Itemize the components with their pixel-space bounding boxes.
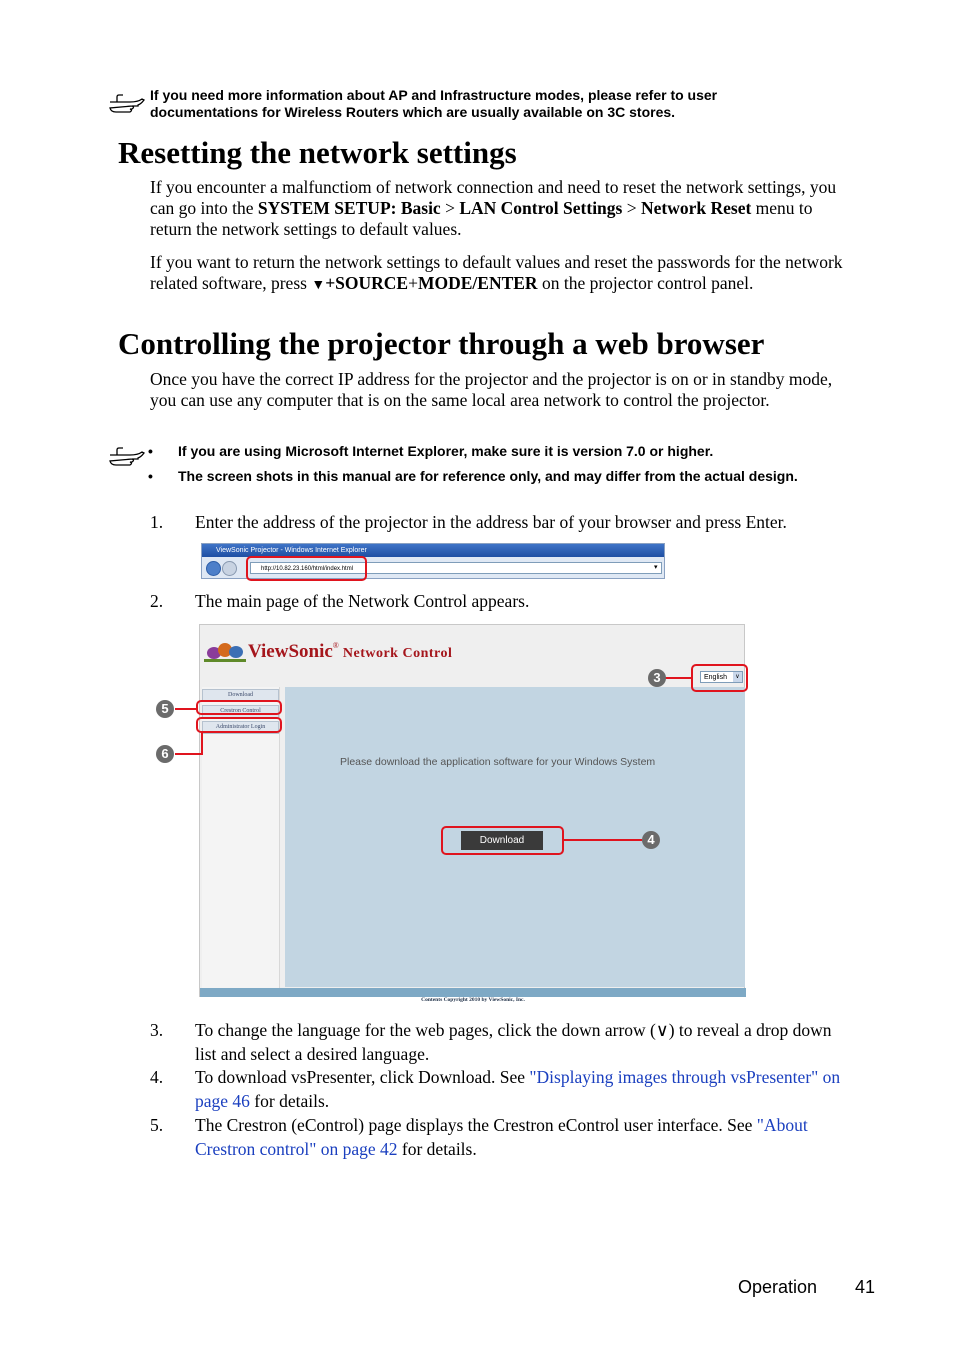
note-info-ap-modes [150, 87, 870, 121]
step-4: 4. To download vsPresenter, click Download. See "Displaying images through vsPresenter" on page 46 for details. [150, 1067, 841, 1111]
brand-title: ViewSonic® Network Control [248, 641, 453, 662]
callout-badge-5: 5 [156, 700, 174, 718]
address-callout [246, 556, 367, 581]
download-message: Please download the application software for your Windows System [340, 756, 656, 768]
callout-line-5 [175, 708, 197, 710]
callout-line-3 [664, 677, 692, 679]
chevron-down-icon[interactable]: ∨ [733, 672, 742, 682]
callout-line-6-vertical [201, 732, 203, 754]
down-arrow-icon: ▼ [311, 278, 326, 293]
crestron-callout [196, 700, 282, 715]
link-vspresenter[interactable]: "Displaying images through vsPresenter" on page 46 [195, 1067, 841, 1111]
back-button-icon [206, 561, 221, 576]
browser-address-input[interactable]: http://10.82.23.160/html/index.html [250, 562, 662, 574]
note-hand-icon [108, 446, 146, 468]
address-dropdown-icon: ▾ [654, 564, 658, 571]
browser-title-bar: ViewSonic Projector - Windows Internet Explorer [202, 544, 664, 557]
copyright-bar: Contents Copyright 2010 by ViewSonic, Inc. [200, 988, 746, 997]
language-select[interactable]: English ∨ [700, 671, 743, 683]
web-browser-paragraph: Once you have the correct IP address for the projector and the projector is on or in standby mode, you can use any computer that is on the same local area network to control the projector. [150, 369, 833, 410]
reset-paragraph-2: If you want to return the network settings to default values and reset the passwords for the network related software, press ▼+SOURCE+MODE/ENTER on the projector control panel. [150, 252, 843, 293]
note-line: If you need more information about AP and Infrastructure modes, please refer to user [150, 87, 718, 103]
menu-item-administrator-login[interactable]: Administrator Login [202, 721, 279, 734]
download-button[interactable]: Download [461, 831, 543, 850]
menu-path-lan-control: LAN Control Settings [459, 198, 623, 218]
forward-button-icon [222, 561, 237, 576]
step-2: 2. The main page of the Network Control appears. [150, 591, 530, 611]
step-3: 3. To change the language for the web pages, click the down arrow (∨) to reveal a drop down list and select a desired language. [150, 1020, 832, 1064]
reset-paragraph-1: If you encounter a malfunctiom of network connection and need to reset the network settings, you can go into the SYSTEM SETUP: Basic > LAN Control Settings > Network Reset menu to return the network settings to default values. [150, 177, 837, 239]
callout-badge-6: 6 [156, 745, 174, 763]
link-crestron[interactable]: "About Crestron control" on page 42 [195, 1115, 808, 1159]
note-item-screenshots: • The screen shots in this manual are for reference only, and may differ from the actual design. [148, 468, 798, 484]
footer-section-name: Operation [738, 1277, 818, 1297]
page-number: 41 [855, 1277, 876, 1297]
menu-item-download[interactable]: Download [202, 689, 279, 702]
step-5: 5. The Crestron (eControl) page displays the Crestron eControl user interface. See "About Crestron control" on page 42 for details. [150, 1115, 808, 1159]
menu-path-system-setup: SYSTEM SETUP: Basic [257, 198, 441, 218]
callout-line-4 [564, 839, 642, 841]
note-item-ie-version: • If you are using Microsoft Internet Explorer, make sure it is version 7.0 or higher. [148, 443, 714, 459]
viewsonic-logo [204, 637, 246, 663]
callout-badge-3: 3 [648, 669, 666, 687]
download-callout [441, 826, 564, 855]
section-title-reset: Resetting the network settings [118, 135, 517, 170]
step-1: 1. Enter the address of the projector in the address bar of your browser and press Enter. [150, 512, 787, 532]
note-hand-icon [108, 93, 146, 115]
section-title-web-browser: Controlling the projector through a web browser [118, 326, 765, 361]
language-callout [691, 664, 748, 692]
menu-item-crestron-control[interactable]: Crestron Control [202, 705, 279, 718]
callout-line-6 [175, 753, 203, 755]
note-list [148, 443, 848, 485]
menu-path-network-reset: Network Reset [640, 198, 752, 218]
callout-badge-4: 4 [642, 831, 660, 849]
admin-login-callout [196, 717, 282, 733]
note-line: documentations for Wireless Routers which are usually available on 3C stores. [150, 104, 676, 120]
